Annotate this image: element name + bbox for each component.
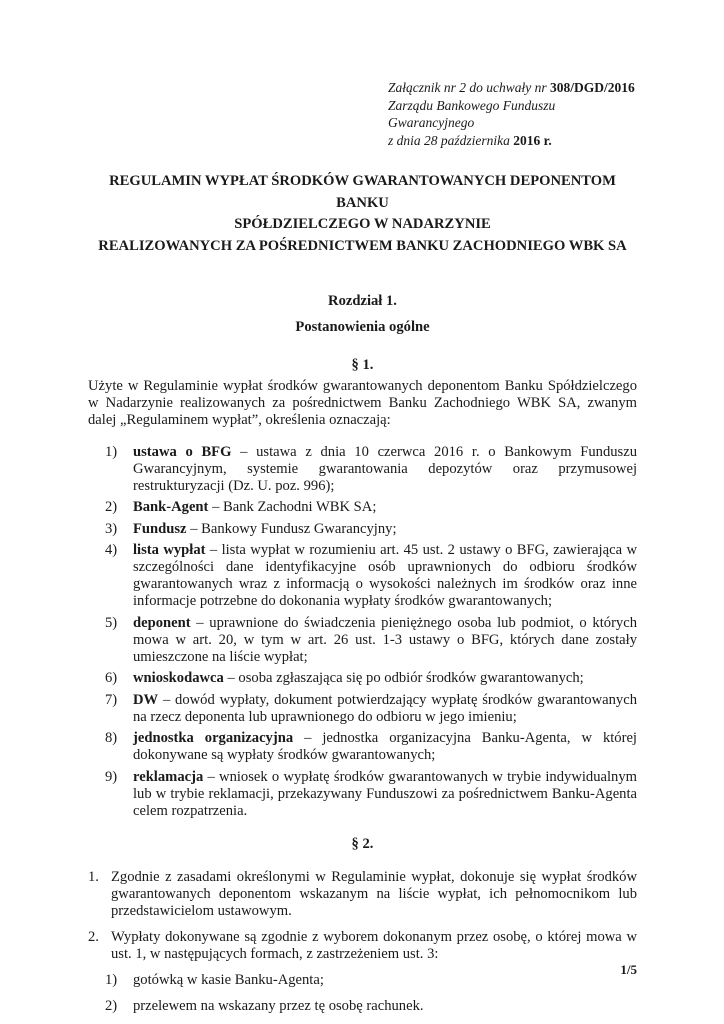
definition-term: lista wypłat: [133, 542, 206, 559]
annex-line3-italic: z dnia 28 października: [388, 132, 510, 148]
definition-list: [88, 444, 637, 820]
definition-text: [133, 769, 637, 820]
definition-number: 1): [105, 443, 118, 460]
definition-number: 8): [105, 730, 118, 747]
definition-text: [133, 615, 637, 666]
document-title-line-3: REALIZOWANYCH ZA POŚREDNICTWEM BANKU ZACHODNIEGO WBK SA: [98, 237, 627, 254]
definition-text: [133, 499, 637, 516]
definition-body: – jednostka organizacyjna Banku-Agenta, w której dokonywane są wypłaty środków gwarantowanych;: [133, 730, 637, 764]
clause-text: Wypłaty dokonywane są zgodnie z wyborem dokonanym przez osobę, o której mowa w ust. 1, w następujących formach, z zastrzeżeniem ust. 3:: [111, 928, 637, 962]
definition-item: [105, 542, 637, 610]
definition-term: wnioskodawca: [133, 670, 224, 687]
definition-number: 6): [105, 670, 118, 687]
definition-item: [105, 670, 637, 687]
chapter-heading: [88, 288, 637, 340]
page-number: 1/5: [620, 962, 637, 977]
annex-note: [388, 79, 637, 149]
section-2-heading: § 2.: [351, 835, 374, 852]
definition-item: [105, 499, 637, 516]
clause-text: Zgodnie z zasadami określonymi w Regulaminie wypłat, dokonuje się wypłat środków gwarantowanych deponentom wskazanym na liście wypłat, ich pełnomocnikom lub przedstawicielom ustawowym.: [111, 868, 637, 919]
definition-body: – ustawa z dnia 10 czerwca 2016 r. o Bankowym Funduszu Gwarancyjnym, systemie gwarantowania depozytów oraz przymusowej restrukturyzacji (Dz. U. poz. 996);: [133, 443, 637, 494]
annex-line1-italic: Załącznik nr 2 do uchwały nr: [388, 80, 547, 95]
definition-term: Fundusz: [133, 520, 187, 537]
section-1-intro: Użyte w Regulaminie wypłat środków gwarantowanych deponentom Banku Spółdzielczego w Nadarzynie realizowanych za pośrednictwem Banku Zachodniego WBK SA, zwanym dalej „Regulaminem wypłat”, określenia oznaczają:: [88, 378, 637, 428]
definition-item: [105, 615, 637, 666]
definition-text: [133, 670, 637, 687]
annex-line-3: [388, 132, 637, 150]
definition-body: – lista wypłat w rozumieniu art. 45 ust. 2 ustawy o BFG, zawierająca w szczególności dane identyfikacyjne osób uprawnionych do odbioru środków gwarantowanych wraz z informacją o wysokości należnych im środków oraz inne informacje potrzebne do dokonania wypłaty środków gwarantowanych;: [133, 542, 637, 610]
subclause-number: 2): [105, 997, 118, 1014]
definition-term: jednostka organizacyjna: [133, 730, 294, 747]
definition-text: [133, 730, 637, 764]
annex-line-1: [388, 79, 637, 97]
annex-line-2: [388, 97, 637, 132]
definition-item: [105, 444, 637, 495]
definition-number: 7): [105, 691, 118, 708]
document-title: [88, 171, 637, 257]
clause-number: 2.: [88, 928, 99, 945]
definition-number: 3): [105, 520, 118, 537]
definition-item: [105, 692, 637, 726]
definition-term: deponent: [133, 614, 191, 631]
definition-number: 5): [105, 614, 118, 631]
subclause-item: [105, 972, 637, 989]
definition-body: – dowód wypłaty, dokument potwierdzający wypłatę środków gwarantowanych na rzecz deponenta lub uprawnionego do odbioru w jego imieniu;: [133, 691, 637, 725]
clause-list: [88, 869, 637, 963]
section-1-heading: § 1.: [351, 357, 374, 373]
clause-item: [88, 869, 637, 920]
subclause-item: [105, 998, 637, 1015]
definition-text: [133, 521, 637, 538]
document-title-line-2: SPÓŁDZIELCZEGO W NADARZYNIE: [234, 216, 491, 232]
annex-line3-bold: 2016 r.: [513, 132, 552, 148]
definition-term: reklamacja: [133, 768, 204, 785]
document-title-line-1: REGULAMIN WYPŁAT ŚRODKÓW GWARANTOWANYCH DEPONENTOM BANKU: [109, 173, 616, 211]
clause-item: [88, 929, 637, 963]
subclause-text: gotówką w kasie Banku-Agenta;: [133, 971, 324, 988]
definition-body: – osoba zgłaszająca się po odbiór środków gwarantowanych;: [223, 670, 584, 687]
definition-term: ustawa o BFG: [133, 443, 232, 460]
definition-term: DW: [133, 691, 159, 708]
subclause-list: [88, 972, 637, 1015]
chapter-title: Postanowienia ogólne: [295, 319, 430, 335]
definition-item: [105, 769, 637, 820]
annex-line2-italic: Zarządu Bankowego Funduszu Gwarancyjnego: [388, 97, 556, 130]
definition-item: [105, 730, 637, 764]
definition-number: 4): [105, 542, 118, 559]
subclause-number: 1): [105, 971, 118, 988]
definition-body: – wniosek o wypłatę środków gwarantowanych w trybie indywidualnym lub w trybie reklamacji, przekazywany Funduszowi za pośrednictwem Banku-Agenta celem rozpatrzenia.: [133, 768, 637, 819]
definition-item: [105, 521, 637, 538]
subclause-text: przelewem na wskazany przez tę osobę rachunek.: [133, 997, 424, 1014]
clause-number: 1.: [88, 868, 99, 885]
definition-text: [133, 692, 637, 726]
definition-body: – Bankowy Fundusz Gwarancyjny;: [186, 520, 397, 537]
definition-number: 9): [105, 768, 118, 785]
definition-text: [133, 542, 637, 610]
annex-line1-bold: 308/DGD/2016: [550, 80, 635, 95]
definition-body: – Bank Zachodni WBK SA;: [208, 499, 377, 516]
definition-term: Bank-Agent: [133, 499, 209, 516]
definition-number: 2): [105, 499, 118, 516]
chapter-number: Rozdział 1.: [328, 293, 397, 309]
definition-body: – uprawnione do świadczenia pieniężnego osoba lub podmiot, o których mowa w art. 20, w tym w art. 26 ust. 1-3 ustawy o BFG, których dane zostały umieszczone na liście wypłat;: [133, 614, 637, 665]
definition-text: [133, 444, 637, 495]
